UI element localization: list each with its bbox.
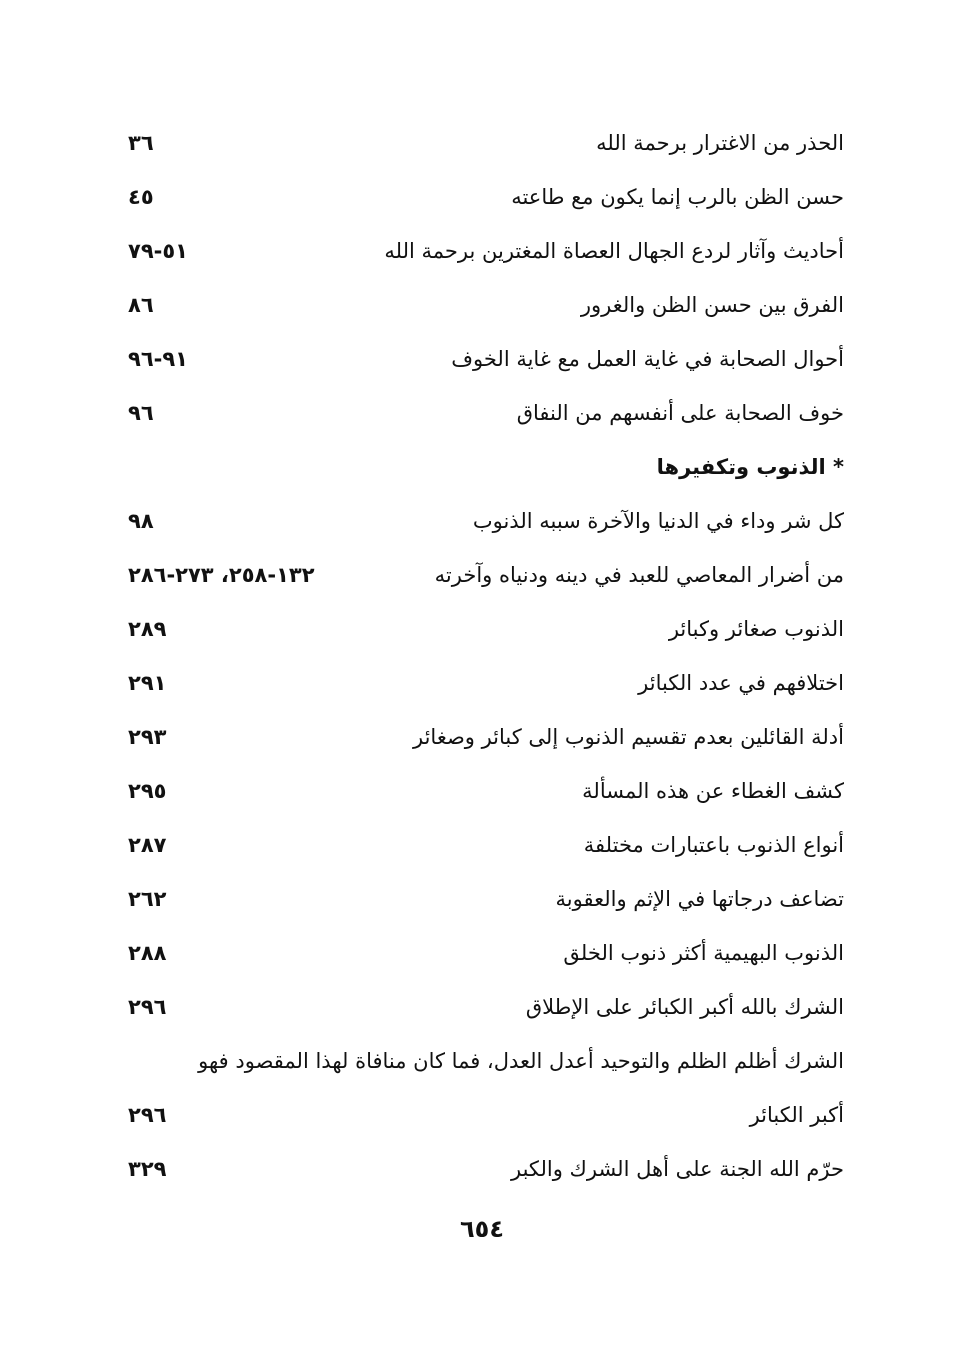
- entry-title: كشف الغطاء عن هذه المسألة: [582, 779, 844, 803]
- entry-pages: ٥١-٧٩: [128, 239, 188, 263]
- entry-pages: ٢٨٩: [128, 617, 167, 641]
- index-entry: [120, 278, 844, 332]
- entry-title: أكبر الكبائر: [749, 1103, 844, 1127]
- entry-title: من أضرار المعاصي للعبد في دينه ودنياه وآخرته: [434, 563, 844, 587]
- index-entry: [120, 656, 844, 710]
- entry-pages: ٢٨٨: [128, 941, 167, 965]
- entry-pages: ٢٨٧: [128, 833, 167, 857]
- entry-pages: ٣٦: [128, 131, 154, 155]
- entry-title: الفرق بين حسن الظن والغرور: [580, 293, 844, 317]
- entry-pages: ١٣٢-٢٥٨، ٢٧٣-٢٨٦: [128, 563, 315, 587]
- section-heading-title: * الذنوب وتكفيرها: [656, 455, 844, 479]
- index-entry: [120, 926, 844, 980]
- entry-pages: ٢٩١: [128, 671, 167, 695]
- entry-pages: ٢٩٣: [128, 725, 167, 749]
- entry-pages: ٢٦٢: [128, 887, 167, 911]
- entry-title: الشرك بالله أكبر الكبائر على الإطلاق: [525, 995, 844, 1019]
- index-entry: [120, 710, 844, 764]
- entry-title: حسن الظن بالرب إنما يكون مع طاعته: [511, 185, 844, 209]
- index-entry: [120, 548, 844, 602]
- entry-title: الذنوب البهيمية أكثر ذنوب الخلق: [563, 941, 844, 965]
- entry-title: كل شر وداء في الدنيا والآخرة سببه الذنوب: [472, 509, 844, 533]
- index-entry: [120, 1034, 844, 1088]
- entry-pages: ٤٥: [128, 185, 154, 209]
- index-entry: [120, 818, 844, 872]
- entry-pages: ٢٩٦: [128, 1103, 167, 1127]
- index-entry: [120, 386, 844, 440]
- entry-title: أحاديث وآثار لردع الجهال العصاة المغترين برحمة الله: [384, 239, 844, 263]
- entry-pages: ٢٩٥: [128, 779, 167, 803]
- entry-title: الذنوب صغائر وكبائر: [668, 617, 844, 641]
- entry-title: أدلة القائلين بعدم تقسيم الذنوب إلى كبائر وصغائر: [412, 725, 844, 749]
- entry-title: اختلافهم في عدد الكبائر: [638, 671, 844, 695]
- entry-pages: ٩٨: [128, 509, 154, 533]
- entry-pages: ٨٦: [128, 293, 154, 317]
- index-entry: [120, 494, 844, 548]
- index-entry: [120, 980, 844, 1034]
- index-entry: [120, 1142, 844, 1196]
- entry-pages: ٩١-٩٦: [128, 347, 188, 371]
- entry-title: أحوال الصحابة في غاية العمل مع غاية الخوف: [451, 347, 844, 371]
- entry-title: خوف الصحابة على أنفسهم من النفاق: [516, 401, 844, 425]
- entry-pages: ٢٩٦: [128, 995, 167, 1019]
- entry-title: حرّم الله الجنة على أهل الشرك والكبر: [510, 1157, 844, 1181]
- index-entry: [120, 116, 844, 170]
- entry-pages: ٩٦: [128, 401, 154, 425]
- index-entry: [120, 602, 844, 656]
- page-number: ٦٥٤: [460, 1215, 504, 1243]
- entry-title: أنواع الذنوب باعتبارات مختلفة: [583, 833, 844, 857]
- index-entries: [120, 116, 844, 1196]
- section-heading: [120, 440, 844, 494]
- index-entry: [120, 170, 844, 224]
- entry-title: الشرك أظلم الظلم والتوحيد أعدل العدل، فما كان منافاة لهذا المقصود فهو: [198, 1049, 844, 1073]
- entry-pages: ٣٢٩: [128, 1157, 167, 1181]
- entry-title: الحذر من الاغترار برحمة الله: [596, 131, 844, 155]
- index-entry: [120, 332, 844, 386]
- index-entry: [120, 872, 844, 926]
- entry-title: تضاعف درجاتها في الإثم والعقوبة: [555, 887, 844, 911]
- index-entry: [120, 764, 844, 818]
- index-entry: [120, 224, 844, 278]
- index-entry: [120, 1088, 844, 1142]
